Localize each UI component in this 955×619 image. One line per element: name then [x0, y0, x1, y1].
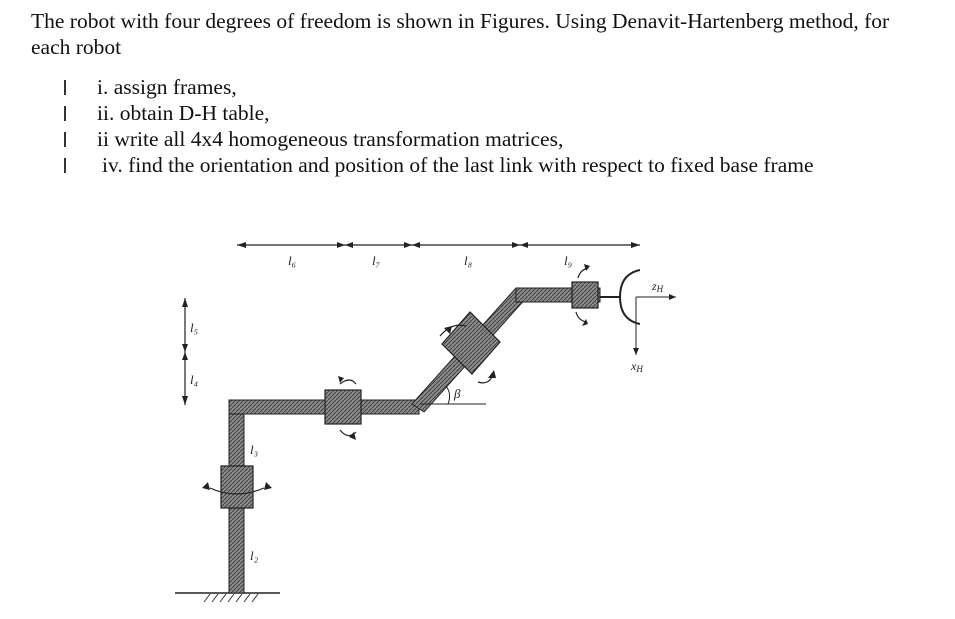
robot-forearm: [412, 288, 528, 412]
link-label-l5: l₅: [190, 320, 199, 335]
link-label-l9: l₉: [564, 253, 573, 268]
link-label-l4: l₄: [190, 372, 199, 387]
task-item-3: ii write all 4x4 homogeneous transformation matrices,: [97, 127, 564, 151]
task-item-1: i. assign frames,: [97, 75, 237, 99]
link-label-l7: l₇: [372, 253, 381, 268]
link-label-l2: l₂: [250, 548, 259, 563]
dimension-line-left: [182, 298, 188, 405]
axis-label-z: zH: [652, 279, 664, 294]
task-item-2: ii. obtain D-H table,: [97, 101, 270, 125]
link-label-l3: l₃: [250, 442, 259, 457]
axis-label-x: xH: [631, 359, 643, 374]
robot-wrist: [516, 282, 600, 308]
robot-column: [221, 403, 253, 593]
task-item-4: iv. find the orientation and position of the last link with respect to fixed base frame: [102, 153, 814, 177]
robot-upper-arm: [229, 390, 419, 424]
link-label-l6: l₆: [288, 253, 297, 268]
dimension-line-top: [237, 242, 640, 248]
ground-base: [175, 593, 280, 602]
link-label-l8: l₈: [464, 253, 473, 268]
angle-label-beta: β: [454, 386, 461, 401]
end-effector: [600, 270, 676, 355]
question-text: The robot with four degrees of freedom is shown in Figures. Using Denavit-Hartenberg method, for each robot: [31, 9, 890, 59]
